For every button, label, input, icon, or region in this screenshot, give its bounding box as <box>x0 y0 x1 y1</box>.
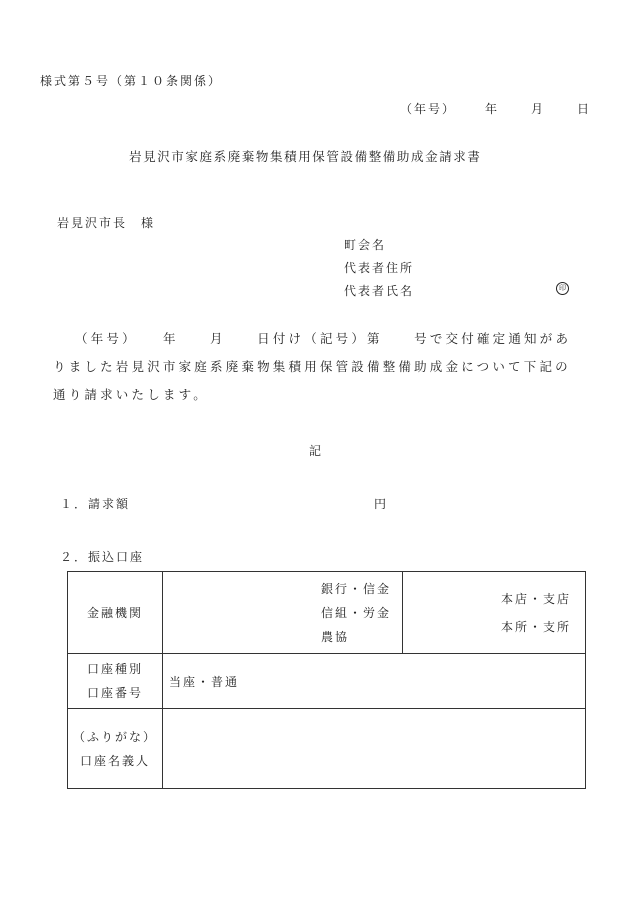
account-holder-row <box>68 709 586 789</box>
branch-type-2: 本所・支所 <box>501 619 572 634</box>
item-2-label: ２．振込口座 <box>60 550 145 564</box>
branch-cell[interactable] <box>403 572 586 654</box>
institution-label-cell <box>68 572 163 654</box>
bank-account-table <box>67 571 586 789</box>
branch-type-1: 本店・支店 <box>501 591 572 606</box>
request-paragraph: （年号） 年 月 日付け（記号）第 号で交付確定通知がありました岩見沢市家庭系廃棄物集積用保管設備整備助成金について下記の通り請求いたします。 <box>53 331 572 402</box>
account-type-label: 口座種別 <box>86 662 143 676</box>
rep-address-label: 代表者住所 <box>344 261 415 275</box>
bank-type-2: 信組・労金 <box>321 605 392 620</box>
date-year: 年 <box>485 102 500 116</box>
holder-label: 口座名義人 <box>79 753 150 768</box>
account-type-value-cell[interactable] <box>163 654 586 709</box>
account-number-label: 口座番号 <box>86 686 143 700</box>
bank-type-1: 銀行・信金 <box>321 581 392 596</box>
furigana-label: （ふりがな） <box>72 729 157 744</box>
holder-value-cell[interactable] <box>163 709 586 789</box>
date-month: 月 <box>531 102 546 116</box>
bank-type-3: 農協 <box>321 629 350 644</box>
institution-row <box>68 572 586 654</box>
town-association-label: 町会名 <box>344 238 387 252</box>
addressee: 岩見沢市長 様 <box>57 216 156 230</box>
account-type-row <box>68 654 586 709</box>
document-title: 岩見沢市家庭系廃棄物集積用保管設備整備助成金請求書 <box>129 149 482 164</box>
date-era: （年号） <box>400 102 457 116</box>
institution-label: 金融機関 <box>86 605 143 620</box>
rep-name-label: 代表者氏名 <box>344 284 415 298</box>
account-type-label-cell <box>68 654 163 709</box>
yen-unit: 円 <box>374 497 389 511</box>
form-number: 様式第５号（第１０条関係） <box>40 74 223 88</box>
ki-heading: 記 <box>309 444 324 458</box>
holder-label-cell <box>68 709 163 789</box>
bank-name-cell[interactable] <box>163 572 403 654</box>
seal-mark: 印 <box>556 282 569 295</box>
date-day: 日 <box>577 102 592 116</box>
account-type-options: 当座・普通 <box>169 674 240 689</box>
item-1-label: １．請求額 <box>60 497 131 511</box>
